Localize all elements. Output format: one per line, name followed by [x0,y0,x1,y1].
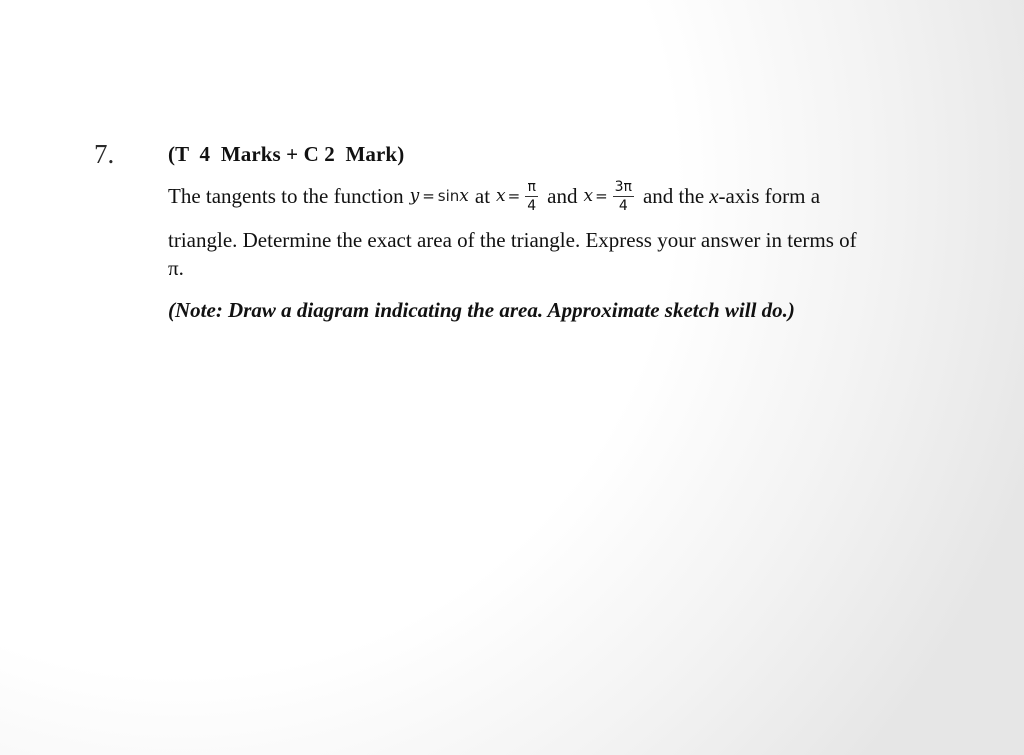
question-line-3: π. [168,256,184,280]
text-at: at [474,184,491,208]
text-and: and [547,184,578,208]
math-sin: sin [437,187,460,205]
text-axis-form: -axis form a [718,184,821,208]
math-y: y [409,186,420,206]
text-intro: The tangents to the function [168,184,404,208]
fraction-2-numerator: 3π [614,178,632,195]
text-and-the: and the [642,184,705,208]
question-line-2: triangle. Determine the exact area of the triangle. Express your answer in terms of [168,228,857,252]
fraction-2-denominator: 4 [618,197,628,214]
math-x-2: x [496,186,506,206]
fraction-pi-over-4 [525,179,538,214]
math-equals-2: = [507,187,521,205]
math-equals-3: = [595,187,608,205]
math-x-3: x [583,186,594,206]
question-body [168,140,998,324]
fraction-2-bar [613,196,634,197]
fraction-1-bar [525,196,538,197]
marks-heading: (T 4 Marks + C 2 Mark) [168,142,405,166]
fraction-1-denominator: 4 [527,197,537,214]
math-x-1: x [459,186,469,206]
math-equals-1: = [422,187,435,205]
fraction-1-numerator: π [527,178,536,195]
fraction-3pi-over-4 [613,179,634,214]
note-text: (Note: Draw a diagram indicating the area. Approximate sketch will do.) [168,298,795,322]
question-number: 7. [94,139,115,169]
text-x-italic: x [709,184,719,208]
question-line-1 [168,178,998,214]
